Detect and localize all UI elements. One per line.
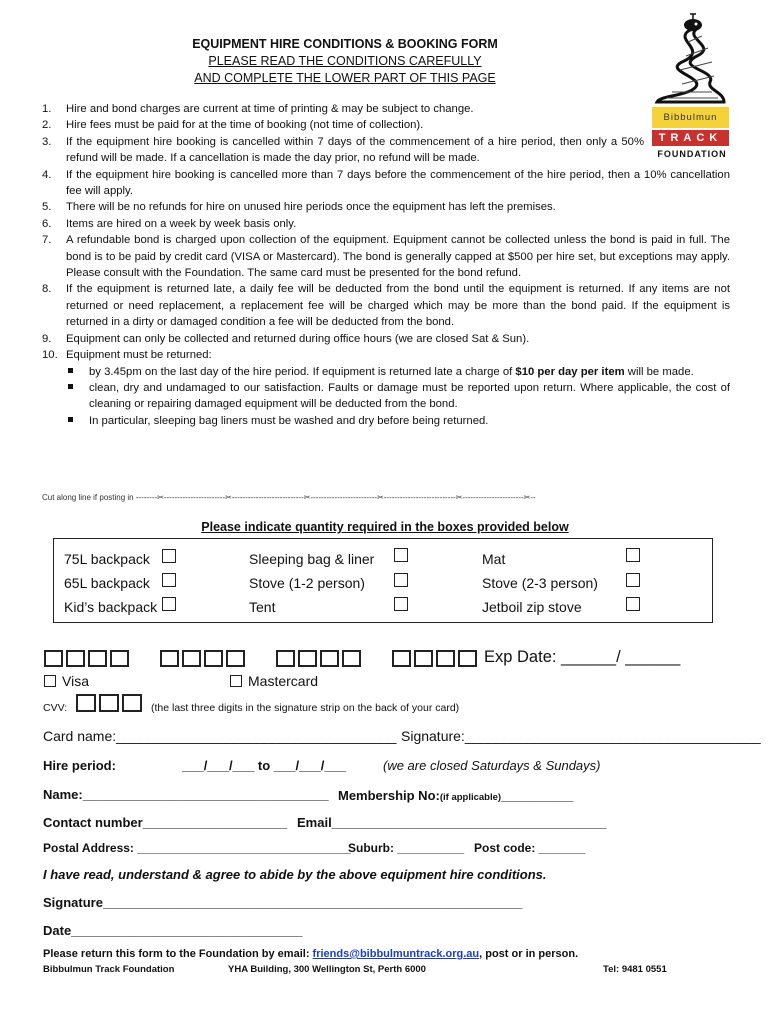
list-item: by 3.45pm on the last day of the hire period. If equipment is returned late a charge of $10 per day per item will be made.	[66, 364, 730, 380]
form-subtitle-2: AND COMPLETE THE LOWER PART OF THIS PAGE	[194, 71, 496, 85]
bullet-icon	[66, 413, 89, 429]
footer-org: Bibbulmun Track Foundation	[43, 964, 175, 975]
condition-item: 1. Hire and bond charges are current at time of printing & may be subject to change.	[42, 103, 474, 115]
qty-box-stove-1-2[interactable]	[394, 573, 408, 587]
condition-item: 3. If the equipment hire booking is cancelled within 7 days of the commencement of a hire period, then only a 50% refund will be made. If a cancellation is made the day prior, no refund will be made.	[42, 135, 644, 165]
hire-period-dates[interactable]: ___/___/___ to ___/___/___	[182, 758, 347, 773]
list-item: clean, dry and undamaged to our satisfaction. Faults or damage must be reported upon return. Where applicable, the cost of cleaning or repairing damaged equipment will be deducted from the bond.	[66, 380, 730, 413]
condition-item: 8. If the equipment is returned late, a daily fee will be deducted from the bond until the equipment is returned. If any items are not returned or need replacement, a replacement fee will be charged which may be more than the bond paid. If the equipment is returned in a dirty or damaged condition a fee will be deducted from the bond.	[42, 283, 730, 329]
bullet-icon	[66, 380, 89, 413]
footer-address: YHA Building, 300 Wellington St, Perth 6000	[228, 964, 426, 975]
item-label-stove-2-3: Stove (2-3 person)	[482, 575, 598, 591]
form-subtitle-1: PLEASE READ THE CONDITIONS CAREFULLY	[208, 54, 482, 68]
card-number-group-3[interactable]	[276, 650, 364, 667]
card-name-field[interactable]: Card name:____________________________________	[43, 728, 397, 744]
cvv-note: (the last three digits in the signature strip on the back of your card)	[151, 702, 460, 714]
item-label-75l-backpack: 75L backpack	[64, 551, 150, 567]
item-label-tent: Tent	[249, 599, 276, 615]
return-instructions: Please return this form to the Foundation by email: friends@bibbulmuntrack.org.au, post or in person.	[43, 948, 579, 960]
condition-item: 7. A refundable bond is charged upon collection of the equipment. Equipment cannot be collected unless the bond is paid in full. The bond is to be paid by credit card (VISA or Mastercard). The bond is generally capped at $500 per hire set, but exceptions may apply. Please consult with the Foundation. The same card must be presented for the bond refund.	[42, 234, 730, 280]
suburb-field[interactable]: Suburb: __________	[348, 841, 465, 855]
exp-date-field[interactable]: Exp Date: ______/ ______	[484, 648, 681, 666]
cvv-label: CVV:	[43, 702, 68, 714]
membership-field[interactable]: Membership No:(if applicable)__________	[338, 788, 574, 803]
condition-item: 4. If the equipment hire booking is cancelled more than 7 days before the commencement of the hire period, then a 10% cancellation fee will apply.	[42, 168, 730, 198]
mastercard-checkbox[interactable]	[230, 675, 242, 687]
qty-box-stove-2-3[interactable]	[626, 573, 640, 587]
card-number-row	[44, 648, 724, 672]
logo-text-track: TRACK	[652, 130, 729, 146]
conditions-list	[42, 101, 730, 429]
condition-item: 10. Equipment must be returned:	[42, 349, 212, 362]
declaration-text: I have read, understand & agree to abide by the above equipment hire conditions.	[43, 867, 547, 882]
equipment-quantity-box	[53, 538, 713, 623]
bullet-icon	[66, 364, 89, 380]
qty-box-sleeping-bag[interactable]	[394, 548, 408, 562]
contact-number-field[interactable]: Contact number____________________	[43, 815, 288, 830]
card-number-group-1[interactable]	[44, 650, 132, 667]
postal-address-field[interactable]: Postal Address: ________________________________	[43, 841, 351, 855]
hire-period-label: Hire period:	[43, 758, 116, 773]
qty-box-75l-backpack[interactable]	[162, 549, 176, 563]
condition-item: 2. Hire fees must be paid for at the time of booking (not time of collection).	[42, 119, 424, 132]
item-label-65l-backpack: 65L backpack	[64, 575, 150, 591]
item-label-mat: Mat	[482, 551, 506, 567]
mastercard-option[interactable]: Mastercard	[230, 673, 318, 689]
name-field[interactable]: Name:__________________________________	[43, 787, 329, 802]
footer-tel: Tel: 9481 0551	[603, 964, 667, 975]
cvv-input[interactable]	[76, 694, 145, 712]
postcode-field[interactable]: Post code: _______	[474, 841, 586, 855]
list-item: In particular, sleeping bag liners must be washed and dry before being returned.	[66, 413, 730, 429]
snake-logo-icon	[652, 12, 732, 107]
condition-item: 6. Items are hired on a week by week basis only.	[42, 217, 297, 230]
qty-box-65l-backpack[interactable]	[162, 573, 176, 587]
card-number-group-4[interactable]	[392, 650, 480, 667]
visa-option[interactable]: Visa	[44, 673, 89, 689]
form-title: EQUIPMENT HIRE CONDITIONS & BOOKING FORM	[192, 37, 498, 51]
qty-box-mat[interactable]	[626, 548, 640, 562]
item-label-stove-1-2: Stove (1-2 person)	[249, 575, 365, 591]
foundation-email-link[interactable]: friends@bibbulmuntrack.org.au	[312, 948, 480, 960]
return-bullets	[66, 364, 730, 430]
logo-text-bibbulmun: Bibbulmun	[652, 107, 729, 128]
declaration-signature-field[interactable]: Signature__________________________________________________________	[43, 895, 523, 910]
hire-period-note: (we are closed Saturdays & Sundays)	[383, 758, 601, 773]
email-field[interactable]: Email______________________________________	[297, 815, 607, 830]
visa-checkbox[interactable]	[44, 675, 56, 687]
form-header	[0, 36, 690, 87]
qty-box-kids-backpack[interactable]	[162, 597, 176, 611]
condition-item: 5. There will be no refunds for hire on unused hire periods once the equipment has left the premises.	[42, 201, 556, 214]
item-label-sleeping-bag: Sleeping bag & liner	[249, 551, 375, 567]
cut-line: Cut along line if posting in --------✂-----------------------✂---------------------------✂-------------------------✂---------------------------✂-----------------------✂--	[42, 493, 536, 502]
logo-text-foundation: FOUNDATION	[657, 149, 727, 159]
item-label-kids-backpack: Kid’s backpack	[64, 599, 158, 615]
date-field[interactable]: Date________________________________	[43, 923, 303, 938]
condition-item: 9. Equipment can only be collected and returned during office hours (we are closed Sat & Sun).	[42, 332, 530, 345]
quantity-title: Please indicate quantity required in the boxes provided below	[201, 520, 569, 534]
item-label-jetboil: Jetboil zip stove	[482, 599, 582, 615]
qty-box-tent[interactable]	[394, 597, 408, 611]
qty-box-jetboil[interactable]	[626, 597, 640, 611]
card-signature-field[interactable]: Signature:______________________________________	[401, 728, 761, 744]
card-number-group-2[interactable]	[160, 650, 248, 667]
